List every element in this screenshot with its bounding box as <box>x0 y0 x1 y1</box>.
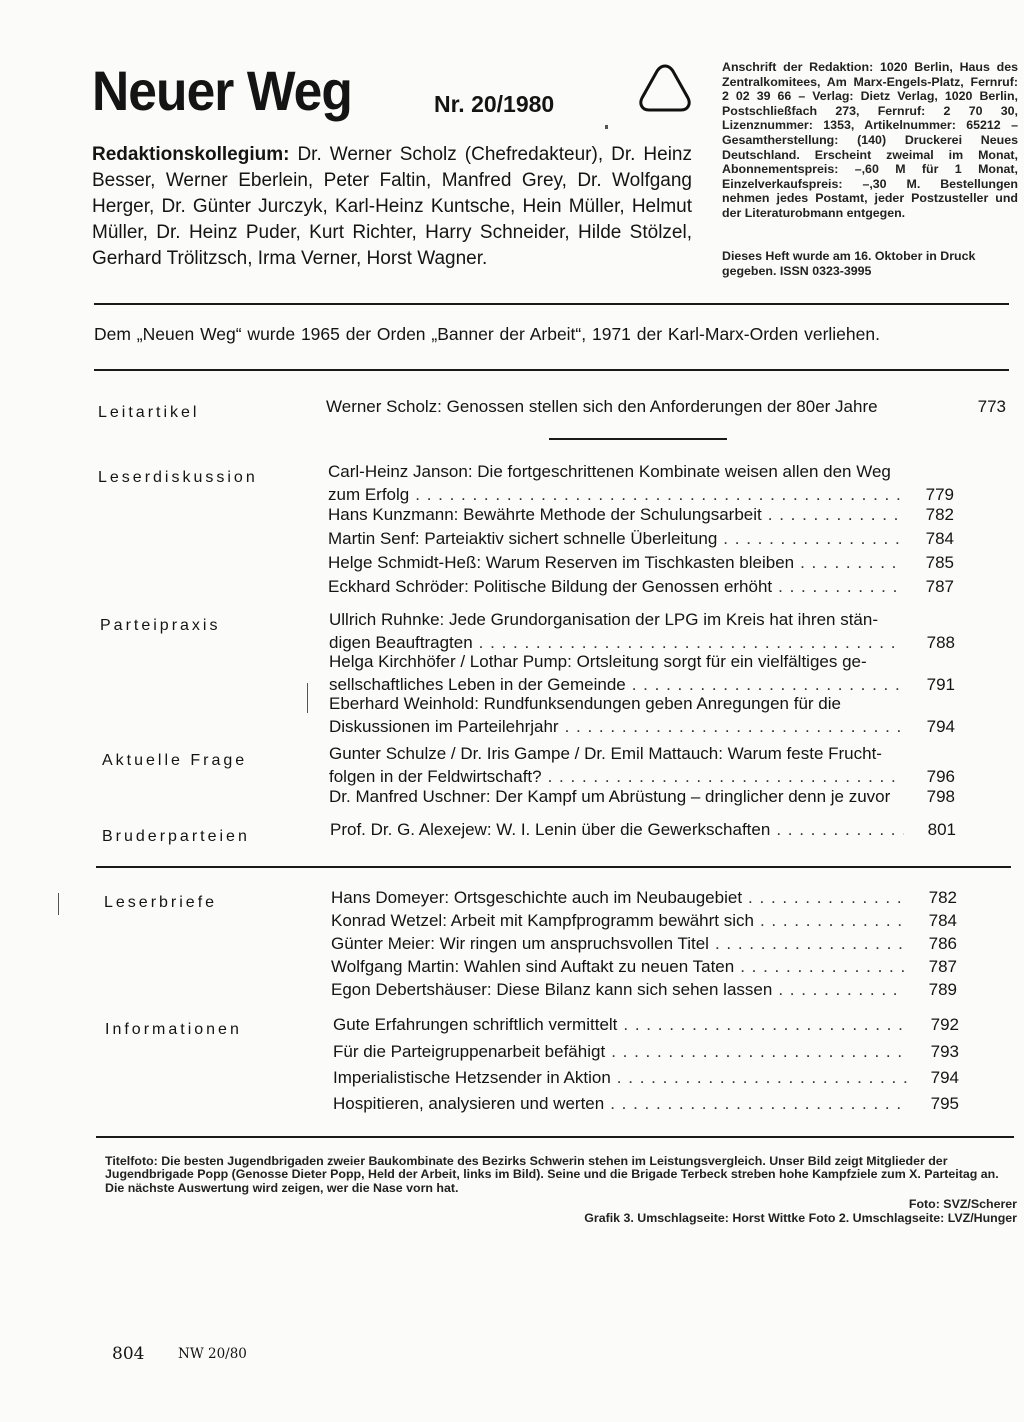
masthead <box>92 58 555 123</box>
toc-entry[interactable]: Für die Parteigruppenarbeit befähigt . . . 793 <box>333 1040 959 1063</box>
toc-entry[interactable]: Hans Kunzmann: Bewährte Methode der Schulungsarbeit . . . 782 <box>328 503 954 526</box>
publication-title: Neuer Weg <box>92 59 352 122</box>
graphics-credits <box>105 1197 1017 1225</box>
section-informationen: Informationen <box>105 1021 242 1038</box>
triangle-logo-icon <box>637 62 693 114</box>
divider <box>96 1136 1014 1138</box>
scan-speck <box>605 125 608 129</box>
editorial-board <box>92 142 692 272</box>
section-leserdiskussion: Leserdiskussion <box>98 469 258 486</box>
toc-entry[interactable]: Eberhard Weinhold: Rundfunksendungen geben Anregungen für die Diskussionen im Parteilehrjahr . . . 794 <box>329 692 955 738</box>
print-note: Dieses Heft wurde am 16. Oktober in Druck gegeben. ISSN 0323-3995 <box>722 249 976 278</box>
toc-entry[interactable]: Helga Kirchhöfer / Lothar Pump: Ortsleitung sorgt für ein vielfältiges ge- sellschaftliches Leben in der Gemeinde . . . 791 <box>329 650 955 696</box>
divider <box>94 369 1009 371</box>
scan-speck <box>58 893 59 915</box>
scan-speck <box>307 683 308 713</box>
section-aktuelle-frage: Aktuelle Frage <box>102 752 248 769</box>
toc-entry[interactable]: Gute Erfahrungen schriftlich vermittelt . . . 792 <box>333 1013 959 1036</box>
toc-entry[interactable]: Carl-Heinz Janson: Die fortgeschrittenen Kombinate weisen allen den Weg zum Erfolg . . . 779 <box>328 460 954 506</box>
toc-entry[interactable]: Wolfgang Martin: Wahlen sind Auftakt zu neuen Taten . . . 787 <box>331 955 957 978</box>
section-parteipraxis: Parteipraxis <box>100 617 221 634</box>
photo-credit: Foto: SVZ/Scherer <box>908 1197 1017 1211</box>
cover-photo-credits: Titelfoto: Die besten Jugendbrigaden zweier Baukombinate des Bezirks Schwerin stehen im Leistungsvergleich. Unser Bild zeigt Mitglieder der Jugendbrigade Popp (Genosse Dieter Popp, Held der Arbeit, links im Bild). Seine und die Brigade Terbeck streben hohe Kampfziele zum X. Parteitag an. Die nächste Auswertung wird zeigen, wer die Nase vorn hat. <box>105 1154 999 1195</box>
toc-entry[interactable]: Konrad Wetzel: Arbeit mit Kampfprogramm bewährt sich . . . 784 <box>331 909 957 932</box>
publisher-address: Anschrift der Redaktion: 1020 Berlin, Haus des Zentralkomitees, Am Marx-Engels-Platz, Fernruf: 2 02 39 66 – Verlag: Dietz Verlag, 1020 Berlin, Postschließfach 273, Fernruf: 2 70 30, Lizenznummer: 1353, Artikelnummer: 65212 – Gesamtherstellung: (140) Druckerei Neues Deutschland. Erscheint zweimal im Monat, Abonnementspreis: –,60 M für 1 Monat, Einzelverkaufspreis: –,30 M. Bestellungen nehmen jedes Postamt, jeder Postzusteller und der Literaturobmann entgegen. <box>722 60 1018 220</box>
divider <box>549 438 727 440</box>
toc-entry[interactable]: Helge Schmidt-Heß: Warum Reserven im Tischkasten bleiben . . . 785 <box>328 551 954 574</box>
toc-entry[interactable]: Egon Debertshäuser: Diese Bilanz kann sich sehen lassen . . . 789 <box>331 978 957 1001</box>
toc-entry[interactable]: Gunter Schulze / Dr. Iris Gampe / Dr. Emil Mattauch: Warum feste Frucht- folgen in der Feldwirtschaft? . . . 796 <box>329 742 955 788</box>
toc-entry[interactable]: Ullrich Ruhnke: Jede Grundorganisation der LPG im Kreis hat ihren stän- digen Beauftragten . . . 788 <box>329 608 955 654</box>
editorial-board-members: Dr. Werner Scholz (Chefredakteur), Dr. Heinz Besser, Werner Eberlein, Peter Faltin, Manfred Grey, Dr. Wolfgang Herger, Dr. Günter Jurczyk, Karl-Heinz Kuntsche, Hein Müller, Helmut Müller, Dr. Heinz Puder, Kurt Richter, Harry Schneider, Hilde Stölzel, Gerhard Trölitzsch, Irma Verner, Horst Wagner. <box>92 144 692 269</box>
section-leserbriefe: Leserbriefe <box>104 894 218 911</box>
toc-entry[interactable]: Hospitieren, analysieren und werten . . . 795 <box>333 1092 959 1115</box>
award-note: Dem „Neuen Weg“ wurde 1965 der Orden „Banner der Arbeit“, 1971 der Karl-Marx-Orden verliehen. <box>94 324 880 344</box>
toc-entry[interactable]: Eckhard Schröder: Politische Bildung der Genossen erhöht . . . 787 <box>328 575 954 598</box>
issue-number: Nr. 20/1980 <box>434 91 555 117</box>
toc-entry[interactable]: Martin Senf: Parteiaktiv sichert schnelle Überleitung . . . 784 <box>328 527 954 550</box>
editorial-board-label: Redaktionskollegium: <box>92 144 290 165</box>
toc-entry[interactable]: Werner Scholz: Genossen stellen sich den Anforderungen der 80er Jahre 773 <box>326 397 1006 416</box>
toc-entry[interactable]: Hans Domeyer: Ortsgeschichte auch im Neubaugebiet . . . 782 <box>331 886 957 909</box>
graphics-credit: Grafik 3. Umschlagseite: Horst Wittke Foto 2. Umschlagseite: LVZ/Hunger <box>584 1211 1017 1225</box>
toc-entry[interactable]: Günter Meier: Wir ringen um anspruchsvollen Titel . . . 786 <box>331 932 957 955</box>
section-bruderparteien: Bruderparteien <box>102 828 250 845</box>
page-number: 804 <box>112 1344 145 1364</box>
issue-short: NW 20/80 <box>178 1346 247 1362</box>
toc-entry[interactable]: Prof. Dr. G. Alexejew: W. I. Lenin über die Gewerkschaften . . . 801 <box>330 818 956 841</box>
toc-entry[interactable]: Dr. Manfred Uschner: Der Kampf um Abrüstung – dringlicher denn je zuvor 798 <box>329 787 955 806</box>
divider <box>96 866 1011 868</box>
toc-entry[interactable]: Imperialistische Hetzsender in Aktion . . . 794 <box>333 1066 959 1089</box>
section-leitartikel: Leitartikel <box>98 404 200 421</box>
divider <box>94 303 1009 305</box>
